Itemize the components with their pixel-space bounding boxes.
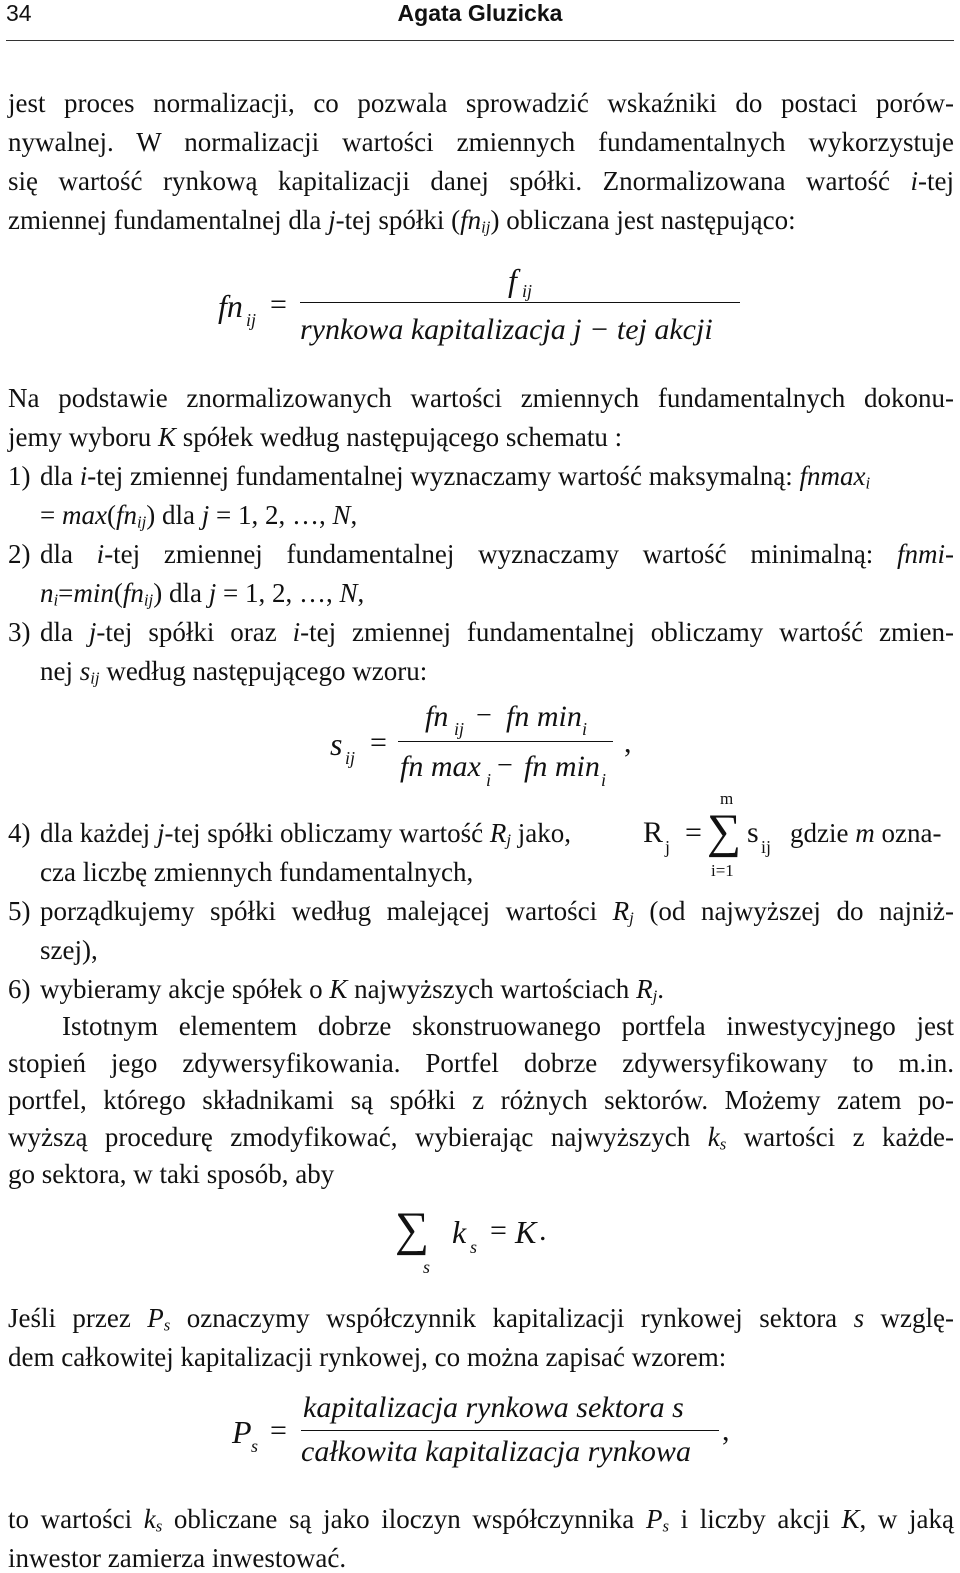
text-line: dla każdej j-tej spółki obliczamy wartość $R_j$ jako, [40, 818, 572, 850]
text-line: $n_i=\min(fn_{ij})$ dla j = 1, 2, …, N, [40, 578, 365, 610]
text-line: = $\max(fn_{ij})$ dla j = 1, 2, …, N, [40, 500, 358, 532]
text-line: wybieramy akcje spółek o K najwyższych wartościach $R_j$. [40, 974, 664, 1006]
text-line: szej), [40, 935, 98, 965]
running-head-author: Agata Gluzicka [397, 0, 563, 26]
text-line: dla i-tej zmiennej fundamentalnej wyznaczamy wartość maksymalną: fnmax$_i$ [40, 461, 871, 493]
text-line: nej $s_{ij}$ według następującego wzoru: [40, 656, 428, 688]
text-line: go sektora, w taki sposób, aby [8, 1159, 335, 1189]
text-line: wyższą procedurę zmodyfikować, wybierając najwyższych $k_s$ wartości z każde- [8, 1122, 954, 1154]
text-line: dem całkowitej kapitalizacji rynkowej, co można zapisać wzorem: [8, 1342, 727, 1372]
fraction-bar [398, 741, 613, 742]
list-marker: 4) [8, 818, 31, 848]
text-line: nywalnej. W normalizacji wartości zmiennych fundamentalnych wykorzystuje [8, 127, 954, 157]
text-line: to wartości $k_s$ obliczane są jako iloczyn współczynnika $P_s$ i liczby akcji K, w jaką [8, 1504, 954, 1536]
text-line: portfel, którego składnikami są spółki z różnych sektorów. Możemy zatem po- [8, 1085, 954, 1115]
text-line: inwestor zamierza inwestować. [8, 1543, 347, 1573]
list-marker: 6) [8, 974, 31, 1004]
text-line: Jeśli przez $P_s$ oznaczymy współczynnik kapitalizacji rynkowej sektora s wzglę- [8, 1303, 954, 1335]
page-number: 34 [6, 0, 32, 26]
text-line: jest proces normalizacji, co pozwala sprowadzić wskaźniki do postaci porów- [8, 88, 954, 118]
text-line: porządkujemy spółki według malejącej wartości $R_j$ (od najwyższej do najniż- [40, 896, 954, 928]
list-marker: 1) [8, 461, 31, 491]
list-marker: 5) [8, 896, 31, 926]
text-line: cza liczbę zmiennych fundamentalnych, [40, 857, 474, 887]
header-rule [6, 40, 954, 41]
text-line: dla i-tej zmiennej fundamentalnej wyznaczamy wartość minimalną: fnmi- [40, 539, 954, 569]
text-line: dla j-tej spółki oraz i-tej zmiennej fundamentalnej obliczamy wartość zmien- [40, 617, 954, 647]
text-line: zmiennej fundamentalnej dla j-tej spółki $(fn_{ij})$ obliczana jest następująco: [8, 205, 796, 237]
page-header [0, 0, 960, 40]
text-line: gdzie m ozna- [790, 818, 942, 848]
fraction-bar [300, 302, 740, 303]
list-marker: 3) [8, 617, 31, 647]
text-line: stopień jego zdywersyfikowania. Portfel dobrze zdywersyfikowany to m.in. [8, 1048, 954, 1078]
fraction-bar [301, 1430, 719, 1431]
text-line: Istotnym elementem dobrze skonstruowanego portfela inwestycyjnego jest [62, 1011, 954, 1041]
text-line: Na podstawie znormalizowanych wartości zmiennych fundamentalnych dokonu- [8, 383, 954, 413]
text-line: jemy wyboru K spółek według następującego schematu : [8, 422, 623, 452]
list-marker: 2) [8, 539, 31, 569]
text-line: się wartość rynkową kapitalizacji danej spółki. Znormalizowana wartość i-tej [8, 166, 954, 196]
